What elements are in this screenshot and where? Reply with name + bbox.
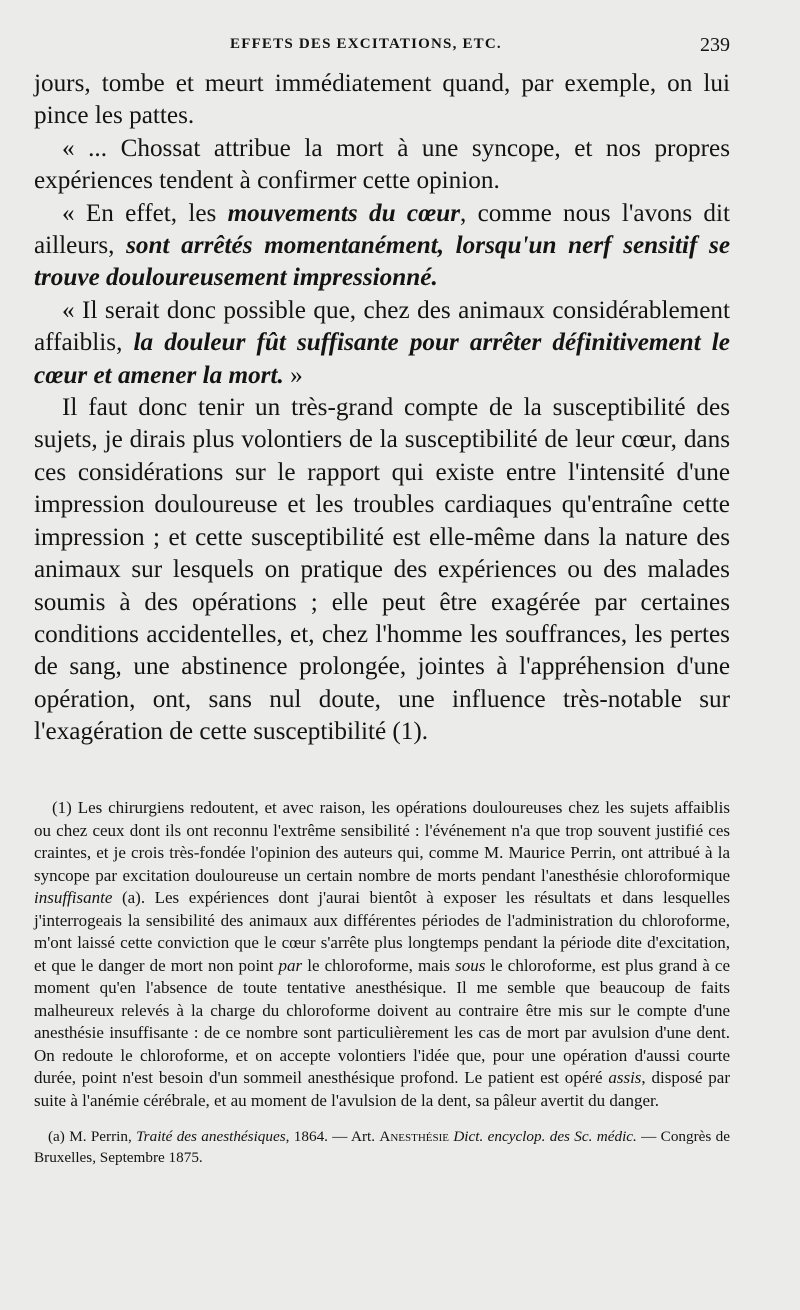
running-head: EFFETS DES EXCITATIONS, ETC. [230,36,502,52]
footnotes [34,797,730,1168]
footnote-1-text-c: le chloroforme, mais [302,955,456,975]
paragraph-4-emphasis: la douleur fût suffisante pour arrêter définitivement le cœur et amener la mort. [34,329,730,389]
paragraph-3-text-a: « En effet, les [62,199,228,227]
footnote-1-text-a: (1) Les chirurgiens redoutent, et avec raison, les opérations douloureuses chez les sujets affaiblis ou chez ceux dont ils ont reconnu l'extrême sensibilité : l'événement n'a que trop souvent justifié ces craintes, et je crois très-fondée l'opinion des auteurs qui, comme M. Maurice Perrin, ont attribué à la syncope par excitation douloureuse un certain nombre de morts pendant l'anesthésie chloroformique [34,798,730,885]
paragraph-3-emphasis-a: mouvements du cœur [227,199,461,227]
footnote-a [34,1126,730,1168]
footnote-1-text-d: le chloroforme, est plus grand à ce moment qu'en l'absence de toute tentative anesthésique. Il me semble que beaucoup de faits malheureux relevés à la charge du chloroforme doivent au contraire être mis sur le compte d'une anesthésie insuffisante : de ce nombre sont particulièrement les cas de mort par avulsion d'une dent. On redoute le chloroforme, et on accepte volontiers l'idée que, pour une opération d'aussi courte durée, point n'est besoin d'un sommeil anesthésique profond. Le patient est opéré [34,955,730,1087]
footnote-1-emphasis-c: sous [455,955,486,975]
footnote-1 [34,797,730,1112]
footnote-a-text-b: , 1864. — Art. [285,1128,380,1145]
paragraph-5: Il faut donc tenir un très-grand compte de la susceptibilité des sujets, je dirais plus volontiers de la susceptibilité de leur cœur, dans ces considérations sur le rapport qui existe entre l'intensité d'une impression douloureuse et les troubles cardiaques qu'entraîne cette impression ; et cette susceptibilité est elle-même dans la nature des animaux sur lesquels on pratique des expériences ou des malades soumis à des opérations ; elle peut être exagérée par certaines conditions accidentelles, et, chez l'homme les souffrances, les pertes de sang, une abstinence prolongée, jointes à l'appréhension d'une opération, ont, sans nul doute, une influence très-notable sur l'exagération de cette susceptibilité (1). [34,394,730,746]
footnote-a-dictionary: Dict. encyclop. des Sc. médic. [453,1128,637,1145]
paragraph-4-text-a: « Il serait donc possible que, chez des animaux considérablement affaiblis, [34,296,730,357]
footnote-1-emphasis-b: par [278,955,303,975]
paragraph-4-text-b: » [283,361,303,389]
footnote-1-text-b: (a). Les expériences dont j'aurai bientôt à exposer les résultats et dans lesquelles j'interrogeais la sensibilité des animaux aux différentes périodes de l'administration du chloroforme, m'ont laissé cette conviction que le cœur s'arrête plus longtemps pendant la période dite d'excitation, et que le danger de mort non point [34,888,730,975]
paragraph-2: « ... Chossat attribue la mort à une syncope, et nos propres expériences tendent à confirmer cette opinion. [34,134,730,195]
footnote-1-emphasis-d: assis [608,1068,642,1087]
footnote-1-text-e: , disposé par suite à l'anémie cérébrale, et au moment de l'avulsion de la dent, sa pâleur avertit du danger. [34,1068,730,1110]
paragraph-1: jours, tombe et meurt immédiatement quand, par exemple, on lui pince les pattes. [34,70,730,130]
page-header [34,34,730,58]
paragraph-3-text-b: , comme nous l'avons dit ailleurs, [34,199,731,260]
footnote-a-text-a: (a) M. Perrin, [48,1128,137,1145]
footnote-a-title: Traité des anesthésiques [136,1128,286,1145]
paragraph-3-emphasis-b: sont arrêtés momentanément, lorsqu'un nerf sensitif se trouve douloureusement impressionné. [34,232,731,292]
paragraph-4 [34,295,730,392]
paragraph-3 [34,198,730,295]
footnote-a-article: Anesthésie [379,1128,449,1145]
main-text [34,68,730,749]
footnote-a-text-c: — Congrès de Bruxelles, Septembre 1875. [34,1128,730,1166]
page-number: 239 [700,34,730,56]
footnote-1-emphasis-a: insuffisante [34,888,113,907]
